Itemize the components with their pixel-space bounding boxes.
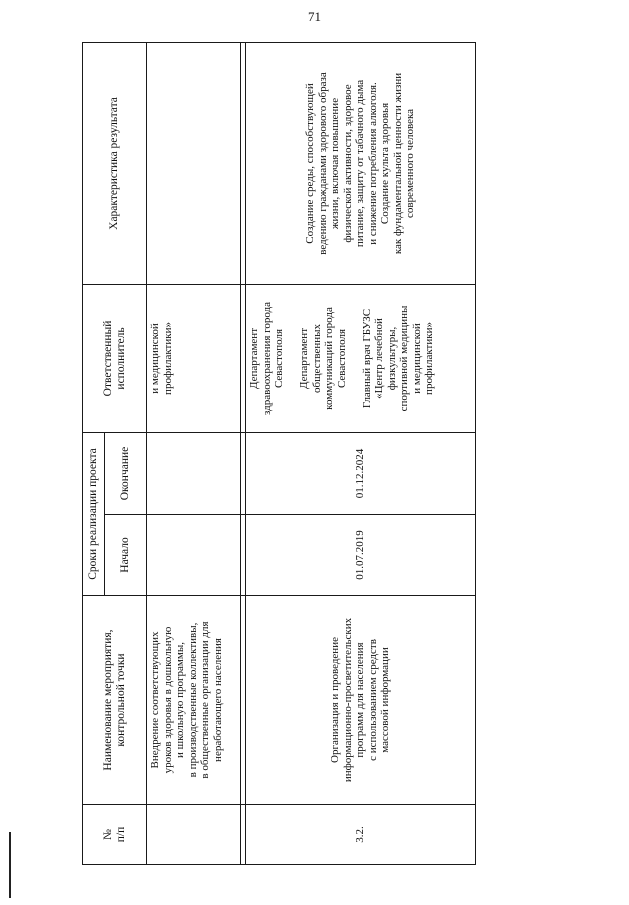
row1-result — [147, 42, 241, 284]
header-result: Характеристика результата — [83, 42, 147, 284]
header-row-top — [83, 42, 105, 864]
header-end: Окончание — [105, 432, 147, 514]
project-table — [82, 42, 476, 865]
row2-num: 3.2. — [246, 805, 476, 865]
rotated-table-wrapper — [82, 43, 476, 865]
header-name: Наименование мероприятия, контрольной точки — [83, 596, 147, 805]
row1-start — [147, 515, 241, 596]
table-row — [246, 42, 476, 864]
header-num: № п/п — [83, 805, 147, 865]
row1-num — [147, 805, 241, 865]
row1-name: Внедрение соответствующих уроков здоровья в дошкольную и школьную программы, в производственные коллективы, в общественные организации для неработающего населения — [147, 596, 241, 805]
table-row — [147, 42, 241, 864]
header-start: Начало — [105, 515, 147, 596]
row2-start: 01.07.2019 — [246, 515, 476, 596]
row2-end: 01.12.2024 — [246, 432, 476, 514]
row1-end — [147, 432, 241, 514]
row2-result: Создание среды, способствующей ведению гражданами здорового образа жизни, включая повышение физической активности, здоровое питание, защиту от табачного дыма и снижение потребления алкоголя. Создание культа здоровья как фундаментальной ценности жизни современного человека — [246, 42, 476, 284]
row2-name: Организация и проведение информационно-просветительских программ для населения с использованием средств массовой информации — [246, 596, 476, 805]
row2-executor: Департамент здравоохранения города Севастополя Департамент общественных коммуникаций города Севастополя Главный врач ГБУЗС «Центр лечебной физкультуры, спортивной медицины и медицинской профилактики» — [246, 284, 476, 432]
row1-executor: и медицинской профилактики» — [147, 284, 241, 432]
scan-edge-line — [9, 832, 11, 898]
header-terms: Сроки реализации проекта — [83, 432, 105, 595]
header-executor: Ответственный исполнитель — [83, 284, 147, 432]
page-number: 71 — [308, 9, 321, 24]
